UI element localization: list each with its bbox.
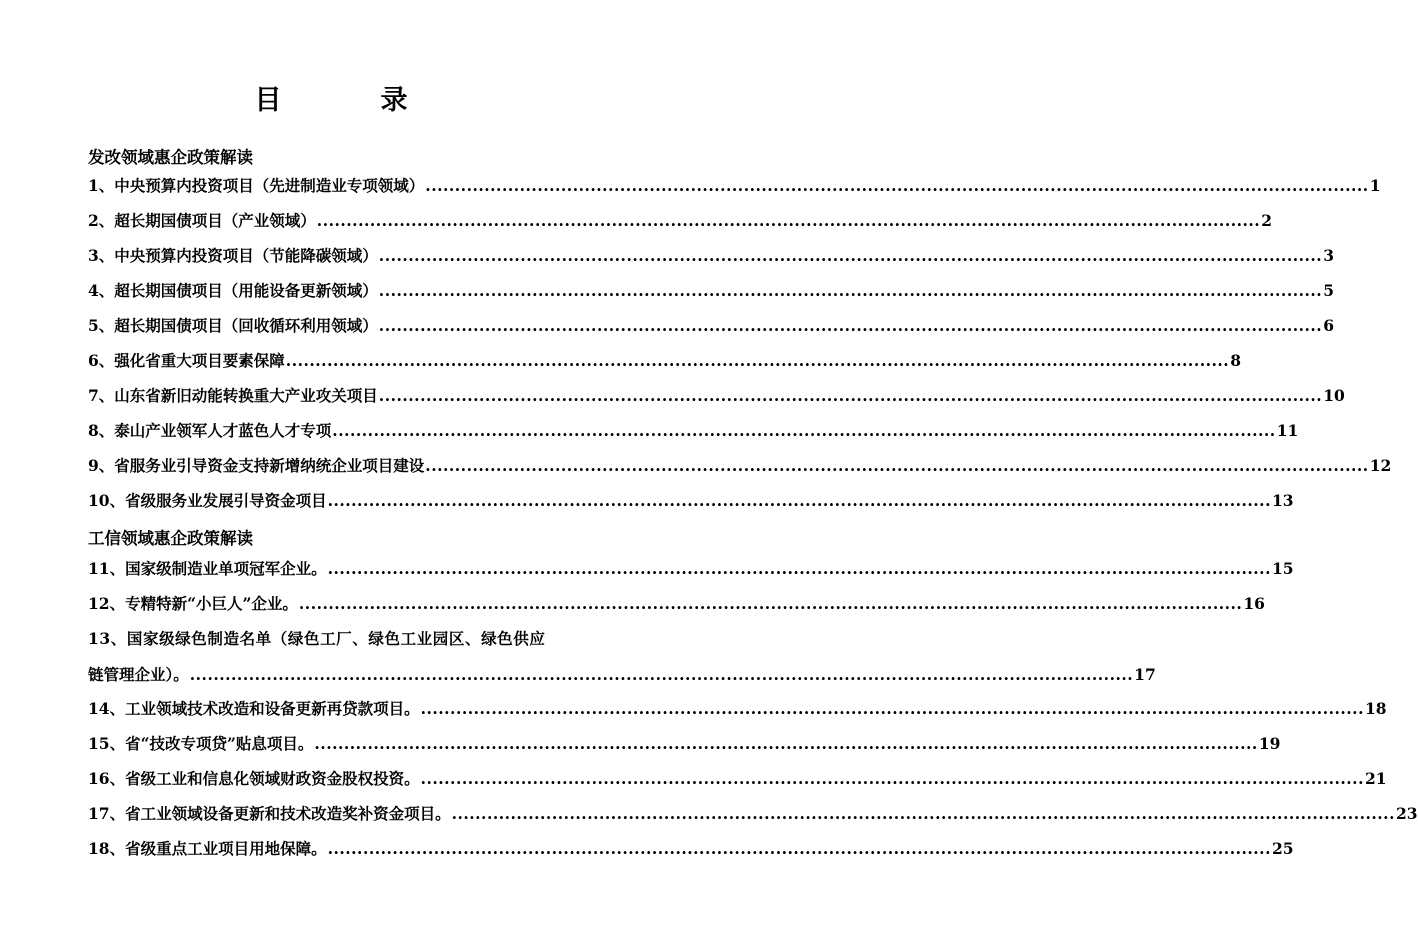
dot-leader: ................................................................................................................................................................	[298, 594, 1243, 613]
dot-leader: ................................................................................................................................................................	[327, 491, 1271, 510]
dot-leader: ................................................................................................................................................................	[316, 211, 1261, 230]
toc-page-number: 23	[1395, 804, 1418, 823]
toc-page-number: 18	[1364, 699, 1387, 718]
toc-page-number: 15	[1271, 559, 1294, 578]
dot-leader: ................................................................................................................................................................	[451, 804, 1395, 823]
toc-page-number: 1	[1369, 176, 1381, 195]
dot-leader: ................................................................................................................................................................	[327, 559, 1271, 578]
toc-entry[interactable]	[88, 734, 1281, 754]
toc-page-number: 21	[1364, 769, 1387, 788]
section-heading-fagai: 发改领域惠企政策解读	[88, 148, 253, 167]
toc-entry-text: 15、省“技改专项贷”贴息项目。	[88, 734, 314, 753]
dot-leader: ................................................................................................................................................................	[378, 281, 1323, 300]
toc-entry-text: 10、省级服务业发展引导资金项目	[88, 491, 327, 510]
toc-entry[interactable]	[88, 594, 1265, 614]
section-heading-gongxin: 工信领域惠企政策解读	[88, 529, 253, 548]
page-title: 目 录	[254, 85, 444, 116]
toc-entry-text: 2、超长期国债项目（产业领域）	[88, 211, 316, 230]
toc-entry[interactable]	[88, 629, 1156, 685]
dot-leader: ................................................................................................................................................................	[327, 839, 1271, 858]
toc-page-number: 6	[1323, 316, 1334, 335]
toc-page-number: 12	[1369, 456, 1392, 475]
dot-leader: ................................................................................................................................................................	[314, 734, 1258, 753]
toc-entry-text: 12、专精特新“小巨人”企业。	[88, 594, 298, 613]
toc-page-number: 25	[1271, 839, 1294, 858]
toc-entry-text: 4、超长期国债项目（用能设备更新领域）	[88, 281, 378, 300]
toc-entry[interactable]	[88, 456, 1392, 476]
toc-entry-text: 3、中央预算内投资项目（节能降碳领域）	[88, 246, 378, 265]
toc-page-number: 19	[1258, 734, 1281, 753]
toc-entry[interactable]	[88, 769, 1387, 789]
toc-entry-text: 5、超长期国债项目（回收循环利用领域）	[88, 316, 378, 335]
toc-entry-text: 14、工业领域技术改造和设备更新再贷款项目。	[88, 699, 420, 718]
toc-entry-text: 7、山东省新旧动能转换重大产业攻关项目	[88, 386, 378, 405]
toc-entry[interactable]	[88, 351, 1241, 371]
toc-page-number: 16	[1243, 594, 1265, 613]
toc-entry-text-line2: 链管理企业）。	[88, 665, 189, 684]
toc-entry[interactable]	[88, 316, 1334, 336]
toc-entry-text: 8、泰山产业领军人才蓝色人才专项	[88, 421, 332, 440]
toc-entry[interactable]	[88, 211, 1272, 231]
toc-entry[interactable]	[88, 386, 1345, 406]
dot-leader: ................................................................................................................................................................	[378, 316, 1323, 335]
toc-entry-text: 1、中央预算内投资项目（先进制造业专项领域）	[88, 176, 425, 195]
toc-entry-text: 17、省工业领域设备更新和技术改造奖补资金项目。	[88, 804, 451, 823]
dot-leader: ................................................................................................................................................................	[425, 176, 1369, 195]
toc-page-number: 10	[1323, 386, 1345, 405]
toc-entry-text: 18、省级重点工业项目用地保障。	[88, 839, 327, 858]
toc-entry[interactable]	[88, 246, 1334, 266]
toc-entry[interactable]	[88, 281, 1334, 301]
toc-entry-text: 9、省服务业引导资金支持新增纳统企业项目建设	[88, 456, 425, 475]
toc-page-number: 13	[1271, 491, 1294, 510]
toc-page-number: 17	[1134, 665, 1156, 684]
toc-entry-text-line1: 13、国家级绿色制造名单（绿色工厂、绿色工业园区、绿色供应	[88, 629, 546, 648]
toc-entry[interactable]	[88, 421, 1299, 441]
toc-entry[interactable]	[88, 804, 1418, 824]
toc-page-number: 3	[1323, 246, 1334, 265]
toc-entry-text: 11、国家级制造业单项冠军企业。	[88, 559, 327, 578]
toc-page-number: 11	[1276, 421, 1299, 440]
toc-entry[interactable]	[88, 839, 1294, 859]
toc-entry[interactable]	[88, 699, 1387, 719]
dot-leader: ................................................................................................................................................................	[189, 665, 1134, 684]
dot-leader: ................................................................................................................................................................	[378, 246, 1323, 265]
toc-entry[interactable]	[88, 491, 1294, 511]
dot-leader: ................................................................................................................................................................	[285, 351, 1230, 370]
toc-entry[interactable]	[88, 559, 1294, 579]
dot-leader: ................................................................................................................................................................	[420, 769, 1364, 788]
dot-leader: ................................................................................................................................................................	[425, 456, 1369, 475]
toc-page-number: 8	[1230, 351, 1241, 370]
toc-entry-text: 16、省级工业和信息化领域财政资金股权投资。	[88, 769, 420, 788]
toc-entry-text: 6、强化省重大项目要素保障	[88, 351, 285, 370]
dot-leader: ................................................................................................................................................................	[378, 386, 1323, 405]
toc-page-number: 2	[1261, 211, 1272, 230]
dot-leader: ................................................................................................................................................................	[332, 421, 1276, 440]
toc-entry[interactable]	[88, 176, 1381, 196]
toc-page-number: 5	[1323, 281, 1334, 300]
dot-leader: ................................................................................................................................................................	[420, 699, 1364, 718]
